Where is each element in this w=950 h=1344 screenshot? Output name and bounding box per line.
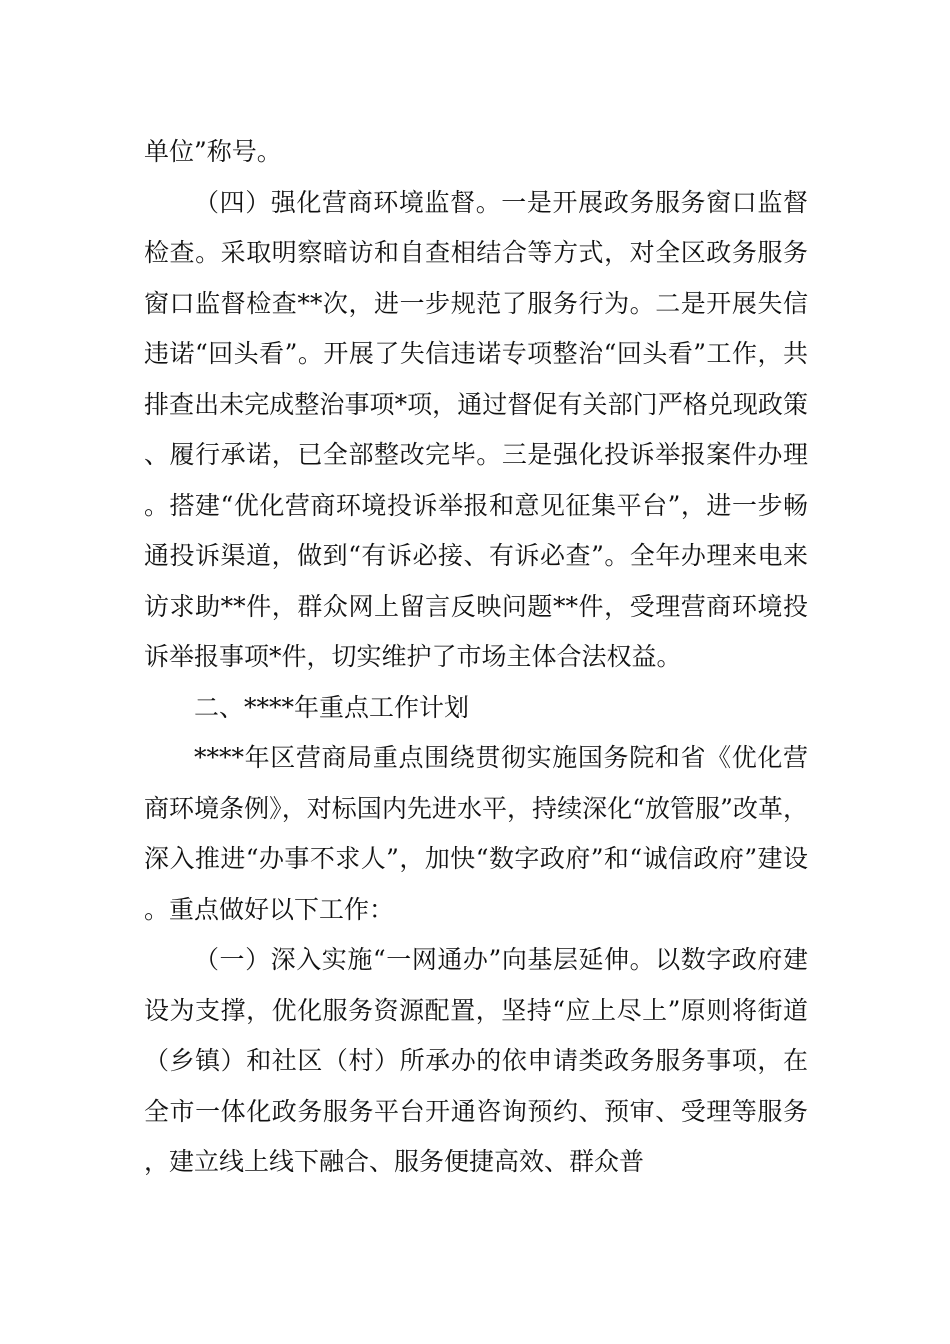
document-body xyxy=(144,127,808,1188)
paragraph-section-four: （四）强化营商环境监督。一是开展政务服务窗口监督检查。采取明察暗访和自查相结合等方式，对全区政务服务窗口监督检查**次，进一步规范了服务行为。二是开展失信违诺“回头看”。开展了失信违诺专项整治“回头看”工作，共排查出未完成整治事项*项，通过督促有关部门严格兑现政策、履行承诺，已全部整改完毕。三是强化投诉举报案件办理。搭建“优化营商环境投诉举报和意见征集平台”，进一步畅通投诉渠道，做到“有诉必接、有诉必查”。全年办理来电来访求助**件，群众网上留言反映问题**件，受理营商环境投诉举报事项*件，切实维护了市场主体合法权益。 xyxy=(144,187,808,671)
section-heading-work-plan: 二、****年重点工作计划 xyxy=(194,692,470,722)
paragraph-continuation: 单位”称号。 xyxy=(144,137,282,166)
paragraph-plan-intro: ****年区营商局重点围绕贯彻实施国务院和省《优化营商环境条例》，对标国内先进水平，持续深化“放管服”改革，深入推进“办事不求人”，加快“数字政府”和“诚信政府”建设。重点做好以下工作： xyxy=(144,743,808,924)
paragraph-item-one: （一）深入实施“一网通办”向基层延伸。以数字政府建设为支撑，优化服务资源配置，坚持“应上尽上”原则将街道（乡镇）和社区（村）所承办的依申请类政务服务事项，在全市一体化政务服务平台开通咨询预约、预审、受理等服务，建立线上线下融合、服务便捷高效、群众普 xyxy=(144,945,808,1176)
